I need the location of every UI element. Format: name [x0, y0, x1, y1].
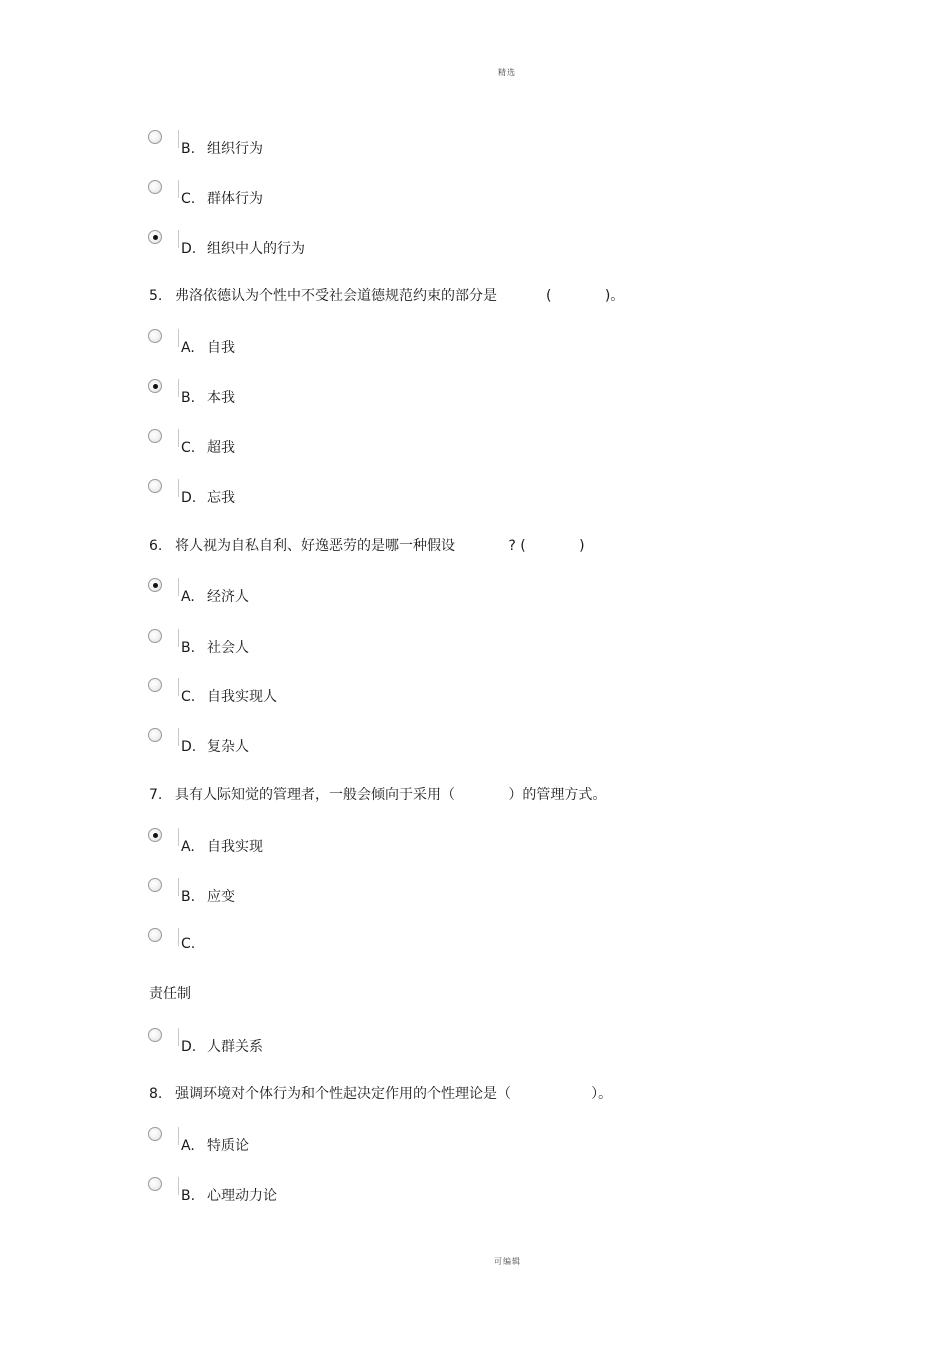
question-5: 5. 弗洛依德认为个性中不受社会道德规范约束的部分是 ( )。	[149, 288, 625, 304]
option-divider	[178, 379, 179, 397]
radio-button[interactable]	[148, 828, 162, 842]
option-label: B. 应变	[181, 889, 235, 905]
radio-button[interactable]	[148, 180, 162, 194]
option-divider	[178, 928, 179, 946]
question-8: 8. 强调环境对个体行为和个性起决定作用的个性理论是（ ）。	[149, 1086, 613, 1102]
radio-button[interactable]	[148, 678, 162, 692]
question-7: 7. 具有人际知觉的管理者，一般会倾向于采用（ ）的管理方式。	[149, 787, 607, 803]
radio-button[interactable]	[148, 429, 162, 443]
option-divider	[178, 479, 179, 497]
footer-watermark: 可编辑	[494, 1257, 521, 1266]
option-label: A. 经济人	[181, 589, 249, 605]
radio-button[interactable]	[148, 878, 162, 892]
header-watermark: 精选	[498, 68, 516, 77]
option-label: D. 复杂人	[181, 739, 249, 755]
question-6: 6. 将人视为自私自利、好逸恶劳的是哪一种假设 ? ( )	[149, 538, 585, 554]
option-divider	[178, 629, 179, 647]
option-label: A. 自我实现	[181, 839, 263, 855]
option-divider	[178, 1127, 179, 1145]
option-divider	[178, 329, 179, 347]
radio-button[interactable]	[148, 1127, 162, 1141]
option-divider	[178, 828, 179, 846]
option-label: B. 组织行为	[181, 141, 263, 157]
radio-button[interactable]	[148, 130, 162, 144]
option-label: C.	[181, 936, 196, 952]
option-divider	[178, 130, 179, 148]
option-q7-c-wrapped-text: 责任制	[149, 986, 191, 1002]
radio-button[interactable]	[148, 578, 162, 592]
radio-button[interactable]	[148, 1028, 162, 1042]
option-label: A. 自我	[181, 340, 235, 356]
option-label: C. 群体行为	[181, 191, 263, 207]
option-divider	[178, 678, 179, 696]
radio-button[interactable]	[148, 379, 162, 393]
option-label: D. 组织中人的行为	[181, 241, 305, 257]
radio-button[interactable]	[148, 1177, 162, 1191]
option-label: A. 特质论	[181, 1138, 249, 1154]
radio-button[interactable]	[148, 329, 162, 343]
radio-button[interactable]	[148, 629, 162, 643]
radio-button[interactable]	[148, 728, 162, 742]
option-label: B. 社会人	[181, 640, 249, 656]
radio-button[interactable]	[148, 928, 162, 942]
option-label: D. 人群关系	[181, 1039, 263, 1055]
option-label: B. 本我	[181, 390, 235, 406]
radio-button[interactable]	[148, 230, 162, 244]
option-divider	[178, 230, 179, 248]
radio-button[interactable]	[148, 479, 162, 493]
option-label: D. 忘我	[181, 490, 235, 506]
option-divider	[178, 878, 179, 896]
option-divider	[178, 429, 179, 447]
option-label: B. 心理动力论	[181, 1188, 277, 1204]
option-label: C. 超我	[181, 440, 235, 456]
option-divider	[178, 180, 179, 198]
option-label: C. 自我实现人	[181, 689, 277, 705]
option-divider	[178, 728, 179, 746]
option-divider	[178, 578, 179, 596]
option-divider	[178, 1177, 179, 1195]
option-divider	[178, 1028, 179, 1046]
